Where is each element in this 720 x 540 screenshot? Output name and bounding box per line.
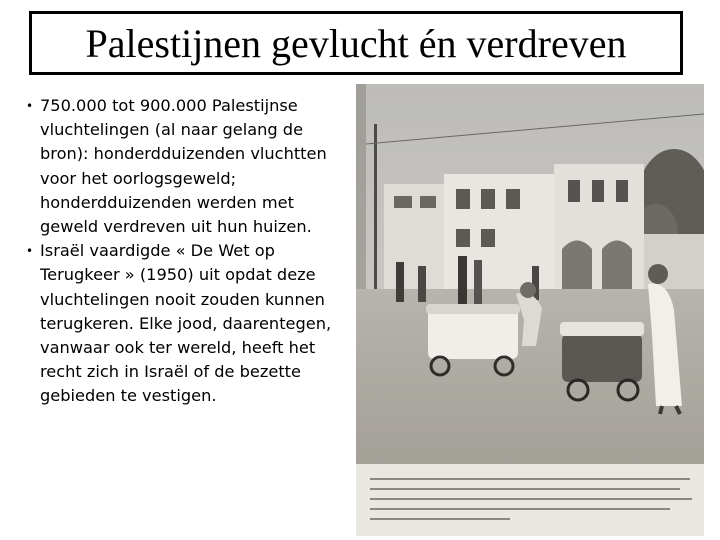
bullet-item [26,94,346,239]
title-box [29,11,683,75]
slide-title: Palestijnen gevlucht én verdreven [85,20,627,66]
bullet-item [26,239,346,408]
bullet-dot-icon: • [26,244,34,259]
refugee-photo-illustration [356,84,704,536]
bullet-text: 750.000 tot 900.000 Palestijnse vluchtelingen (al naar gelang de bron): honderdduizenden vluchtten voor het oorlogsgeweld; honderdduizenden werden met geweld verdreven uit hun huizen. [40,96,327,237]
bullet-text: Israël vaardigde « De Wet op Terugkeer » (1950) uit opdat deze vluchtelingen nooit zouden kunnen terugkeren. Elke jood, daarentegen, vanwaar ook ter wereld, heeft het recht zich in Israël of de bezette gebieden te vestigen. [40,241,332,406]
bullet-list [26,94,346,409]
refugee-photo [356,84,704,536]
bullet-dot-icon: • [26,99,34,113]
